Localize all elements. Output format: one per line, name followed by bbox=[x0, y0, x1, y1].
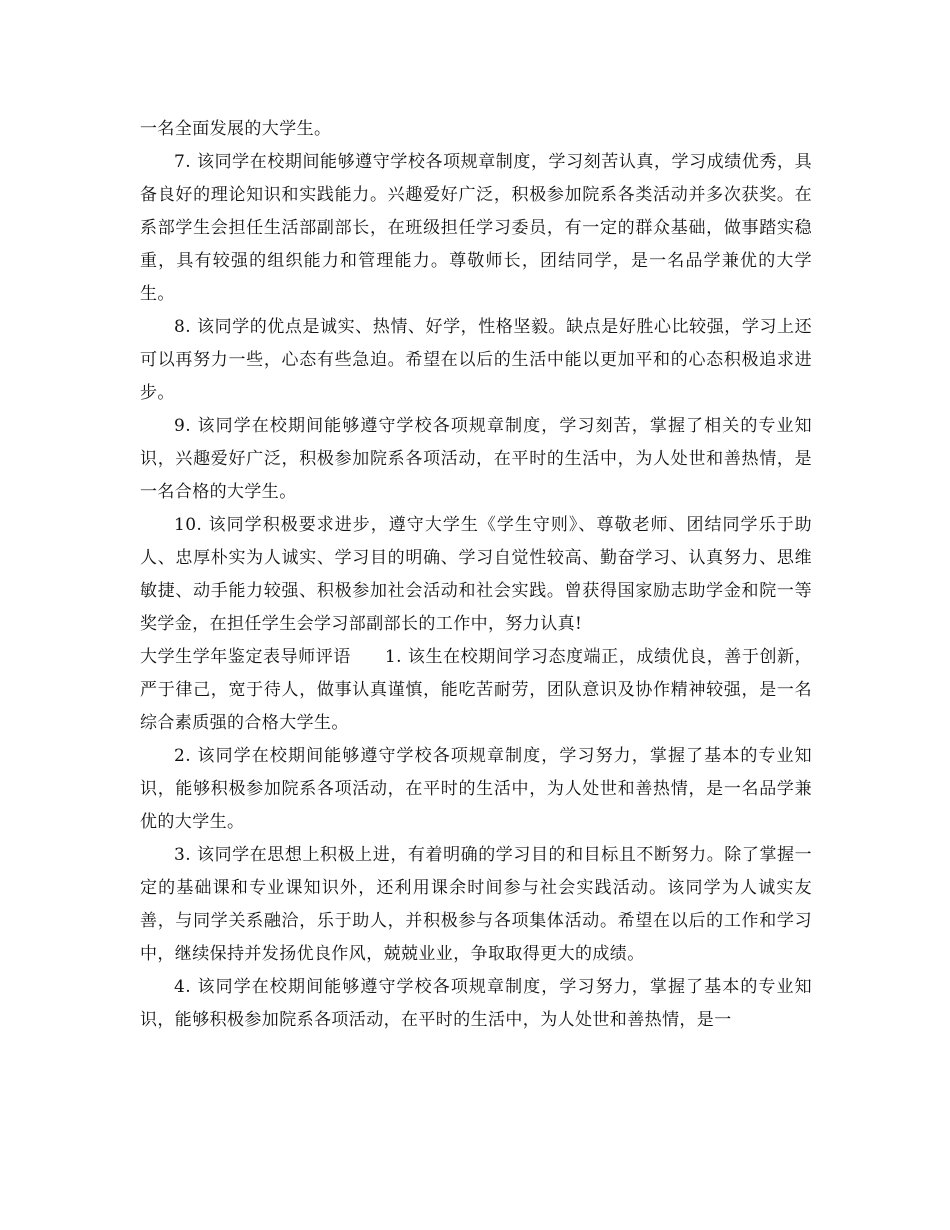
paragraph-item-10: 10. 该同学积极要求进步，遵守大学生《学生守则》、尊敬老师、团结同学乐于助人、忠厚朴实为人诚实、学习目的明确、学习自觉性较高、勤奋学习、认真努力、思维敏捷、动手能力较强、积极参加社会活动和社会实践。曾获得国家励志助学金和院一等奖学金，在担任学生会学习部副部长的工作中，努力认真! bbox=[140, 515, 812, 634]
section-paragraph-item-4: 4. 该同学在校期间能够遵守学校各项规章制度，学习努力，掌握了基本的专业知识，能够积极参加院系各项活动，在平时的生活中，为人处世和善热情，是一 bbox=[140, 977, 812, 1030]
section-paragraph-item-1 bbox=[140, 641, 812, 740]
section-paragraph-item-2: 2. 该同学在校期间能够遵守学校各项规章制度，学习努力，掌握了基本的专业知识，能够积极参加院系各项活动，在平时的生活中，为人处世和善热情，是一名品学兼优的大学生。 bbox=[140, 746, 812, 832]
document-page bbox=[140, 113, 812, 1037]
section-heading: 大学生学年鉴定表导师评语 bbox=[140, 647, 351, 667]
paragraph-item-9: 9. 该同学在校期间能够遵守学校各项规章制度，学习刻苦，掌握了相关的专业知识，兴趣爱好广泛，积极参加院系各项活动，在平时的生活中，为人处世和善热情，是一名合格的大学生。 bbox=[140, 416, 812, 502]
paragraph-item-8: 8. 该同学的优点是诚实、热情、好学，性格坚毅。缺点是好胜心比较强，学习上还可以再努力一些，心态有些急迫。希望在以后的生活中能以更加平和的心态积极追求进步。 bbox=[140, 317, 812, 403]
paragraph-item-7: 7. 该同学在校期间能够遵守学校各项规章制度，学习刻苦认真，学习成绩优秀，具备良好的理论知识和实践能力。兴趣爱好广泛，积极参加院系各类活动并多次获奖。在系部学生会担任生活部副部长，在班级担任学习委员，有一定的群众基础，做事踏实稳重，具有较强的组织能力和管理能力。尊敬师长，团结同学，是一名品学兼优的大学生。 bbox=[140, 152, 812, 304]
paragraph-continuation: 一名全面发展的大学生。 bbox=[140, 119, 332, 139]
section-paragraph-item-3: 3. 该同学在思想上积极上进，有着明确的学习目的和目标且不断努力。除了掌握一定的基础课和专业课知识外，还利用课余时间参与社会实践活动。该同学为人诚实友善，与同学关系融洽，乐于助人，并积极参与各项集体活动。希望在以后的工作和学习中，继续保持并发扬优良作风，兢兢业业，争取取得更大的成绩。 bbox=[140, 845, 812, 964]
section-item-1-text: 1. 该生在校期间学习态度端正，成绩优良，善于创新，严于律己，宽于待人，做事认真谨慎，能吃苦耐劳，团队意识及协作精神较强，是一名综合素质强的合格大学生。 bbox=[140, 647, 812, 733]
